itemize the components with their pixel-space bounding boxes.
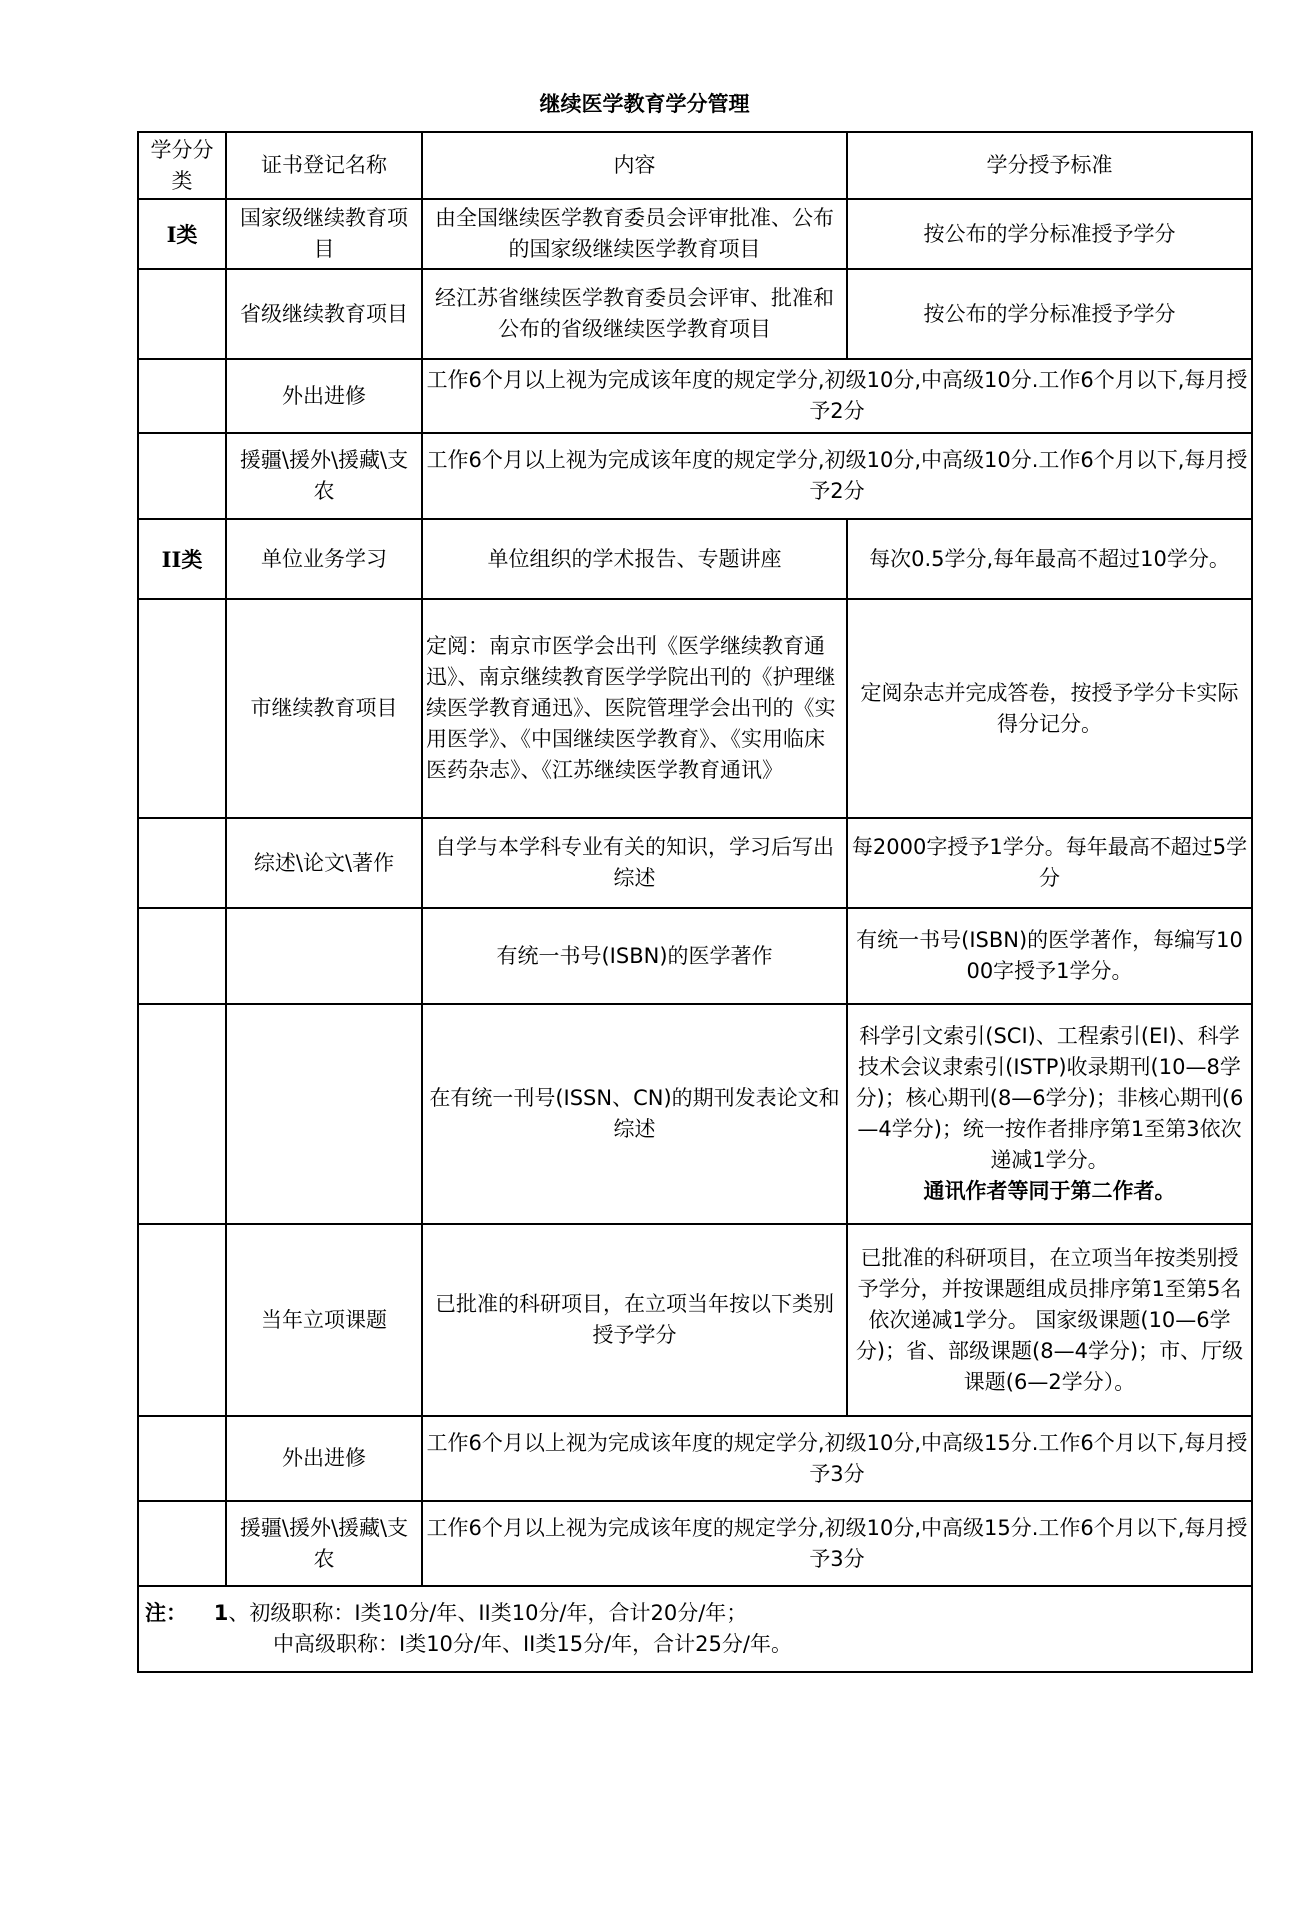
content-cell: 已批准的科研项目，在立项当年按以下类别授予学分 xyxy=(422,1224,847,1416)
standard-cell: 定阅杂志并完成答卷，按授予学分卡实际得分记分。 xyxy=(847,599,1252,818)
header-category: 学分分类 xyxy=(138,132,226,199)
category-cell: I类 xyxy=(138,199,226,269)
name-cell: 国家级继续教育项目 xyxy=(226,199,422,269)
note-line-2: 中高级职称：I类10分/年、II类15分/年，合计25分/年。 xyxy=(273,1632,792,1656)
table-row xyxy=(138,199,1252,269)
name-cell: 市继续教育项目 xyxy=(226,599,422,818)
name-cell: 外出进修 xyxy=(226,359,422,433)
name-cell: 外出进修 xyxy=(226,1416,422,1501)
category-cell xyxy=(138,359,226,433)
content-cell: 在有统一刊号(ISSN、CN)的期刊发表论文和综述 xyxy=(422,1004,847,1224)
category-cell xyxy=(138,1416,226,1501)
category-cell xyxy=(138,1501,226,1586)
table-row xyxy=(138,908,1252,1004)
header-standard: 学分授予标准 xyxy=(847,132,1252,199)
note-label: 注： xyxy=(145,1601,187,1625)
name-cell: 综述\论文\著作 xyxy=(226,818,422,908)
note-cell xyxy=(138,1586,1252,1672)
table-row xyxy=(138,599,1252,818)
table-row xyxy=(138,519,1252,599)
standard-cell: 每2000字授予1学分。每年最高不超过5学分 xyxy=(847,818,1252,908)
category-cell xyxy=(138,599,226,818)
category-cell xyxy=(138,433,226,519)
table-row xyxy=(138,1501,1252,1586)
standard-cell: 按公布的学分标准授予学分 xyxy=(847,199,1252,269)
standard-bold-text: 通讯作者等同于第二作者。 xyxy=(923,1179,1176,1203)
name-cell xyxy=(226,908,422,1004)
note-row xyxy=(138,1586,1252,1672)
note-text-1: 、初级职称：I类10分/年、II类10分/年，合计20分/年； xyxy=(228,1601,748,1625)
content-cell: 经江苏省继续医学教育委员会评审、批准和公布的省级继续医学教育项目 xyxy=(422,269,847,359)
content-cell: 定阅：南京市医学会出刊《医学继续教育通迅》、南京继续教育医学学院出刊的《护理继续医学教育通迅》、医院管理学会出刊的《实用医学》、《中国继续医学教育》、《实用临床医药杂志》、《江苏继续医学教育通讯》 xyxy=(422,599,847,818)
content-cell: 单位组织的学术报告、专题讲座 xyxy=(422,519,847,599)
page-title: 继续医学教育学分管理 xyxy=(539,92,750,116)
table-row xyxy=(138,1224,1252,1416)
category-cell xyxy=(138,908,226,1004)
content-cell: 有统一书号(ISBN)的医学著作 xyxy=(422,908,847,1004)
name-cell: 援疆\援外\援藏\支农 xyxy=(226,433,422,519)
table-row xyxy=(138,1416,1252,1501)
content-cell: 由全国继续医学教育委员会评审批准、公布的国家级继续医学教育项目 xyxy=(422,199,847,269)
note-line-1 xyxy=(145,1598,1245,1629)
header-content: 内容 xyxy=(422,132,847,199)
category-cell xyxy=(138,269,226,359)
name-cell: 当年立项课题 xyxy=(226,1224,422,1416)
name-cell: 省级继续教育项目 xyxy=(226,269,422,359)
standard-cell: 有统一书号(ISBN)的医学著作，每编写1000字授予1学分。 xyxy=(847,908,1252,1004)
merged-cell: 工作6个月以上视为完成该年度的规定学分,初级10分,中高级15分.工作6个月以下,每月授予3分 xyxy=(422,1501,1252,1586)
table-row xyxy=(138,359,1252,433)
table-row xyxy=(138,433,1252,519)
merged-cell: 工作6个月以上视为完成该年度的规定学分,初级10分,中高级15分.工作6个月以下,每月授予3分 xyxy=(422,1416,1252,1501)
name-cell xyxy=(226,1004,422,1224)
name-cell: 援疆\援外\援藏\支农 xyxy=(226,1501,422,1586)
standard-cell: 已批准的科研项目，在立项当年按类别授予学分，并按课题组成员排序第1至第5名依次递减1学分。 国家级课题(10—6学分)；省、部级课题(8—4学分)；市、厅级课题(6—2学分）。 xyxy=(847,1224,1252,1416)
table-row xyxy=(138,1004,1252,1224)
category-cell xyxy=(138,818,226,908)
standard-cell: 每次0.5学分,每年最高不超过10学分。 xyxy=(847,519,1252,599)
name-cell: 单位业务学习 xyxy=(226,519,422,599)
credit-table xyxy=(137,131,1253,1673)
category-cell xyxy=(138,1224,226,1416)
table-row xyxy=(138,818,1252,908)
merged-cell: 工作6个月以上视为完成该年度的规定学分,初级10分,中高级10分.工作6个月以下,每月授予2分 xyxy=(422,433,1252,519)
category-cell: II类 xyxy=(138,519,226,599)
content-cell: 自学与本学科专业有关的知识，学习后写出综述 xyxy=(422,818,847,908)
header-cert-name: 证书登记名称 xyxy=(226,132,422,199)
standard-cell xyxy=(847,1004,1252,1224)
category-cell xyxy=(138,1004,226,1224)
standard-text: 科学引文索引(SCI)、工程索引(EI)、科学技术会议隶索引(ISTP)收录期刊(10—8学分)；核心期刊(8—6学分)；非核心期刊(6—4学分)；统一按作者排序第1至第3依次递减1学分。 xyxy=(855,1024,1244,1172)
note-number: 1 xyxy=(213,1601,229,1625)
standard-cell: 按公布的学分标准授予学分 xyxy=(847,269,1252,359)
table-row xyxy=(138,269,1252,359)
header-row xyxy=(138,132,1252,199)
merged-cell: 工作6个月以上视为完成该年度的规定学分,初级10分,中高级10分.工作6个月以下,每月授予2分 xyxy=(422,359,1252,433)
